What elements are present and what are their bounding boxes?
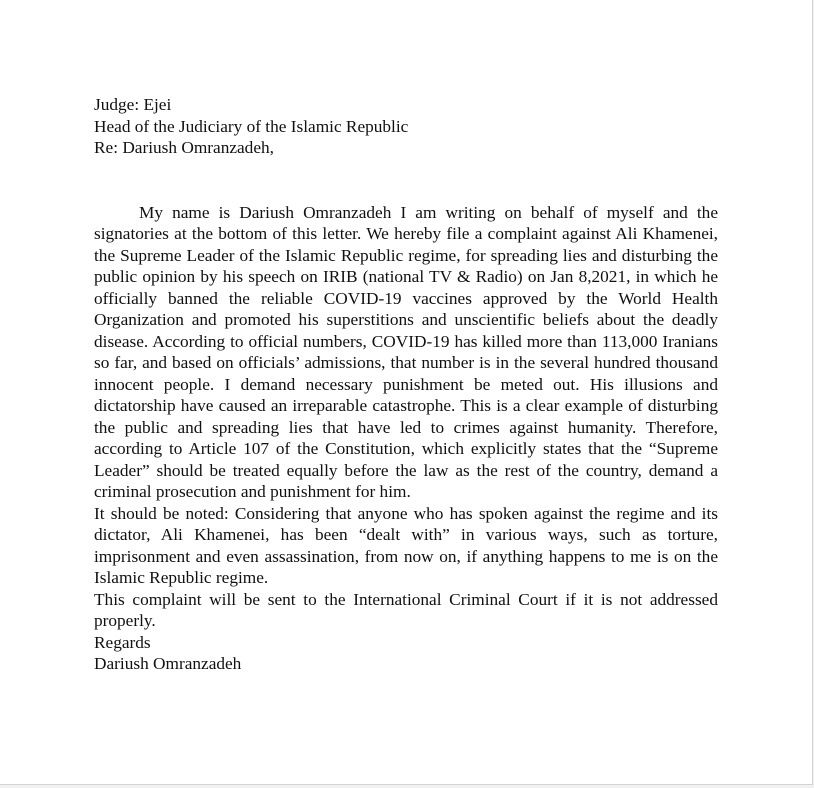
note-paragraph: It should be noted: Considering that anyone who has spoken against the regime and its dictator, Ali Khamenei, has been “dealt with” in various ways, such as torture, imprisonment and even assassination, from now on, if anything happens to me is on the Islamic Republic regime.: [94, 503, 718, 587]
addressee-title-line: Head of the Judiciary of the Islamic Republic: [94, 116, 409, 136]
letter-body: [94, 94, 718, 675]
signature-name: Dariush Omranzadeh: [94, 654, 242, 673]
complaint-paragraph: My name is Dariush Omranzadeh I am writing on behalf of myself and the signatories at the bottom of this letter. We hereby file a complaint against Ali Khamenei, the Supreme Leader of the Islamic Republic regime, for spreading lies and disturbing the public opinion by his speech on IRIB (national TV & Radio) on Jan 8,2021, in which he officially banned the reliable COVID-19 vaccines approved by the World Health Organization and promoted his superstitions and unscientific beliefs about the deadly disease. According to official numbers, COVID-19 has killed more than 113,000 Iranians so far, and based on officials’ admissions, that number is in the several hundred thousand innocent people. I demand necessary punishment be meted out. His illusions and dictatorship have caused an irreparable catastrophe. This is a clear example of disturbing the public and spreading lies that have led to crimes against humanity. Therefore, according to Article 107 of the Constitution, which explicitly states that the “Supreme Leader” should be treated equally before the law as the rest of the country, demand a criminal prosecution and punishment for him.: [94, 202, 718, 501]
blank-line: [94, 159, 718, 202]
icc-paragraph: This complaint will be sent to the International Criminal Court if it is not addressed properly.: [94, 589, 718, 630]
closing-regards: Regards: [94, 632, 151, 652]
subject-line: Re: Dariush Omranzadeh,: [94, 138, 274, 157]
addressee-line: Judge: Ejei: [94, 95, 172, 114]
